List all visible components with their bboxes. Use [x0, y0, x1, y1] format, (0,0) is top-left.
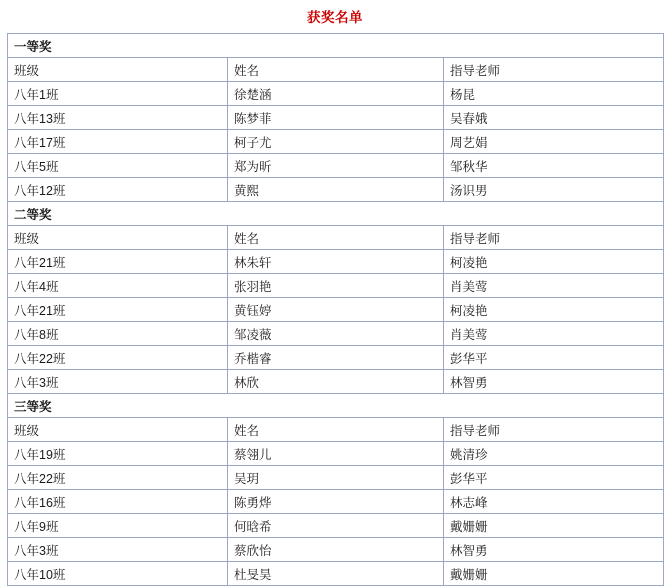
table-row: [8, 466, 664, 490]
table-row: [8, 154, 664, 178]
table-cell: 姚清珍: [444, 442, 664, 466]
column-header-cell: 指导老师: [444, 418, 664, 442]
table-cell: 八年10班: [8, 562, 228, 586]
column-header-cell: 姓名: [228, 226, 444, 250]
table-cell: 肖美莺: [444, 322, 664, 346]
column-header-row: [8, 58, 664, 82]
table-cell: 杜旻昊: [228, 562, 444, 586]
table-row: [8, 322, 664, 346]
table-row: [8, 178, 664, 202]
table-cell: 周艺娟: [444, 130, 664, 154]
table-cell: 彭华平: [444, 346, 664, 370]
table-cell: 林朱轩: [228, 250, 444, 274]
table-cell: 戴姗姗: [444, 562, 664, 586]
table-row: [8, 514, 664, 538]
table-row: [8, 130, 664, 154]
table-cell: 邹凌薇: [228, 322, 444, 346]
award-section-row: [8, 202, 664, 226]
table-cell: 戴姗姗: [444, 514, 664, 538]
award-section-title: 二等奖: [8, 202, 664, 226]
table-cell: 吴玥: [228, 466, 444, 490]
column-header-cell: 指导老师: [444, 58, 664, 82]
award-section-title: 三等奖: [8, 394, 664, 418]
table-cell: 八年4班: [8, 274, 228, 298]
table-cell: 八年21班: [8, 250, 228, 274]
award-section-row: [8, 34, 664, 58]
table-cell: 黄钰婷: [228, 298, 444, 322]
table-row: [8, 346, 664, 370]
table-cell: 柯凌艳: [444, 298, 664, 322]
table-cell: 八年9班: [8, 514, 228, 538]
column-header-cell: 姓名: [228, 58, 444, 82]
table-cell: 蔡翎儿: [228, 442, 444, 466]
table-cell: 八年19班: [8, 442, 228, 466]
table-cell: 陈勇烨: [228, 490, 444, 514]
table-cell: 八年17班: [8, 130, 228, 154]
table-cell: 林欣: [228, 370, 444, 394]
table-cell: 林志峰: [444, 490, 664, 514]
column-header-cell: 班级: [8, 226, 228, 250]
table-cell: 八年8班: [8, 322, 228, 346]
table-cell: 八年5班: [8, 154, 228, 178]
table-cell: 肖美莺: [444, 274, 664, 298]
table-cell: 吴春娥: [444, 106, 664, 130]
table-cell: 郑为昕: [228, 154, 444, 178]
award-table-body: [8, 34, 664, 586]
table-cell: 邹秋华: [444, 154, 664, 178]
page-title: 获奖名单: [307, 10, 363, 25]
table-cell: 八年21班: [8, 298, 228, 322]
table-cell: 黄熙: [228, 178, 444, 202]
table-cell: 汤识男: [444, 178, 664, 202]
table-row: [8, 250, 664, 274]
table-row: [8, 442, 664, 466]
table-cell: 八年13班: [8, 106, 228, 130]
table-cell: 八年12班: [8, 178, 228, 202]
table-row: [8, 490, 664, 514]
award-section-title: 一等奖: [8, 34, 664, 58]
column-header-row: [8, 418, 664, 442]
award-section-row: [8, 394, 664, 418]
table-cell: 何晗希: [228, 514, 444, 538]
table-row: [8, 538, 664, 562]
table-cell: 林智勇: [444, 370, 664, 394]
award-list-table: [7, 33, 664, 586]
table-row: [8, 562, 664, 586]
table-cell: 彭华平: [444, 466, 664, 490]
table-cell: 柯凌艳: [444, 250, 664, 274]
table-cell: 八年22班: [8, 346, 228, 370]
table-cell: 八年3班: [8, 538, 228, 562]
column-header-cell: 姓名: [228, 418, 444, 442]
column-header-cell: 指导老师: [444, 226, 664, 250]
table-cell: 八年1班: [8, 82, 228, 106]
column-header-cell: 班级: [8, 418, 228, 442]
table-cell: 张羽艳: [228, 274, 444, 298]
table-row: [8, 82, 664, 106]
table-cell: 八年16班: [8, 490, 228, 514]
table-cell: 柯子尤: [228, 130, 444, 154]
table-cell: 乔楷睿: [228, 346, 444, 370]
table-cell: 杨昆: [444, 82, 664, 106]
table-cell: 徐楚涵: [228, 82, 444, 106]
table-row: [8, 106, 664, 130]
column-header-cell: 班级: [8, 58, 228, 82]
table-cell: 八年22班: [8, 466, 228, 490]
table-row: [8, 370, 664, 394]
table-cell: 蔡欣怡: [228, 538, 444, 562]
table-cell: 林智勇: [444, 538, 664, 562]
table-cell: 八年3班: [8, 370, 228, 394]
table-cell: 陈梦菲: [228, 106, 444, 130]
table-row: [8, 274, 664, 298]
column-header-row: [8, 226, 664, 250]
table-row: [8, 298, 664, 322]
